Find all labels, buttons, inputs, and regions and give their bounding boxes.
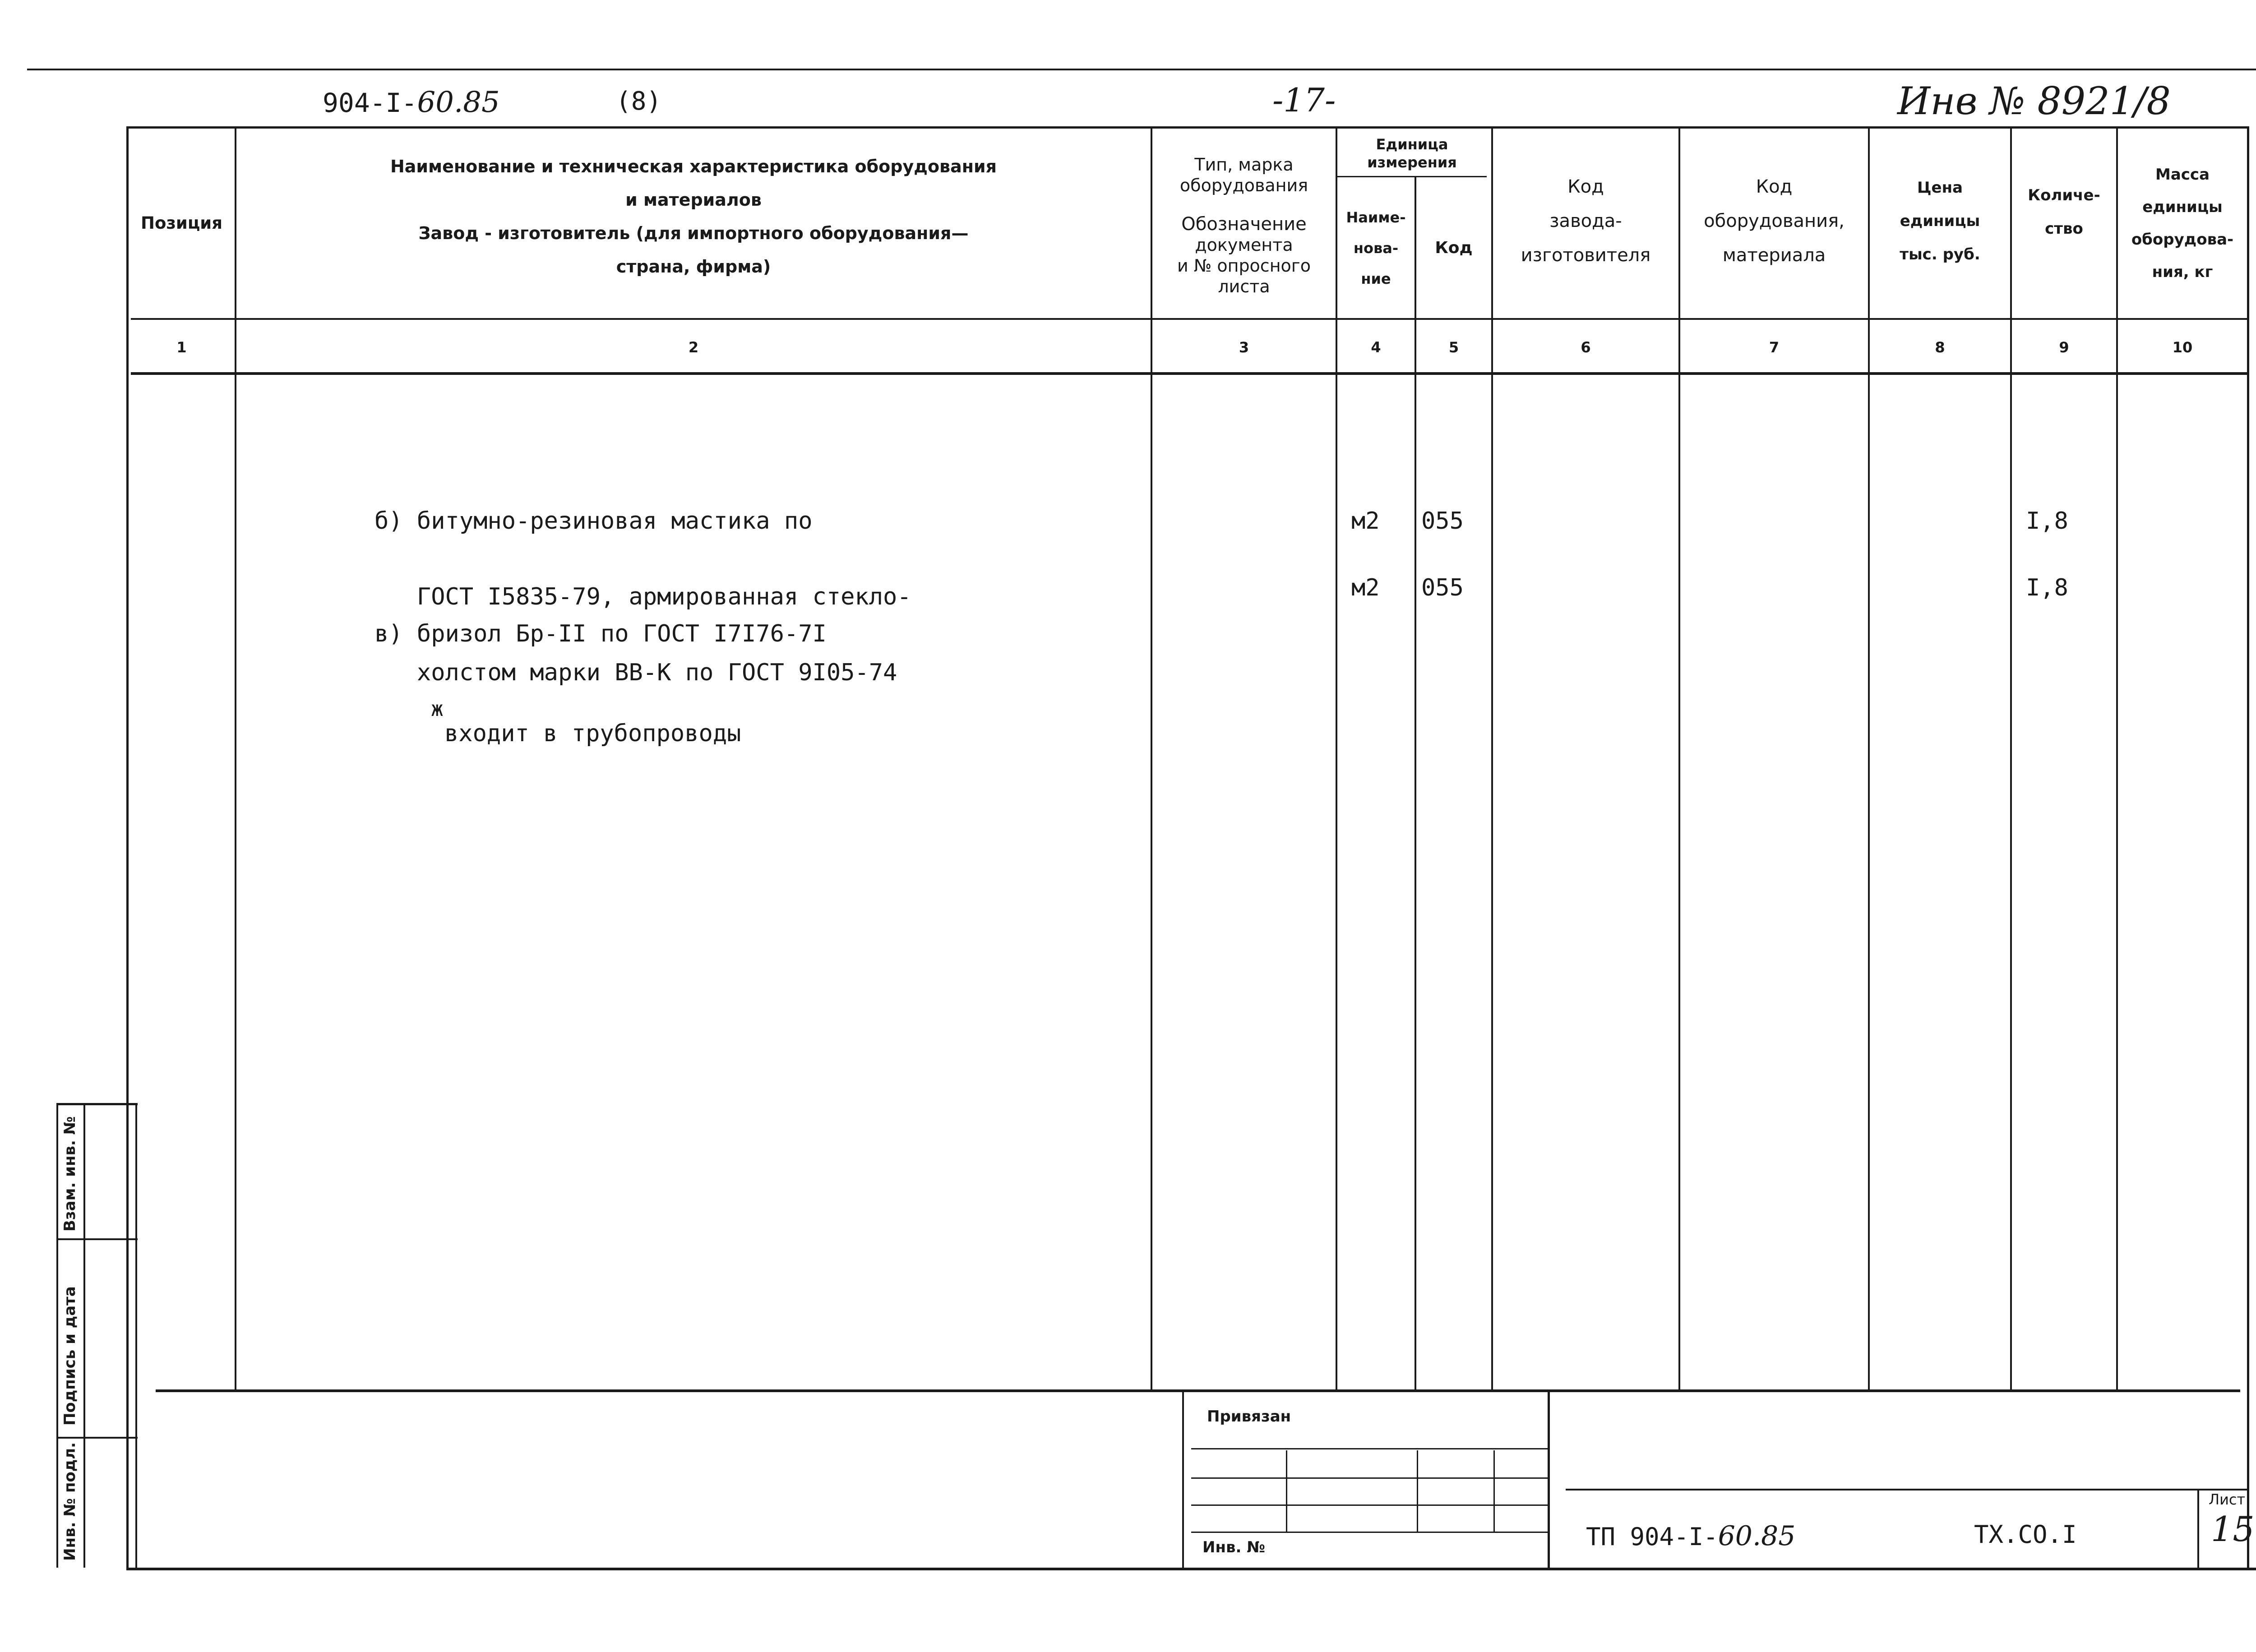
page-number: -17-	[1272, 81, 1336, 119]
frame-right-line	[2247, 126, 2249, 1570]
column-number-5: 5	[1448, 339, 1459, 356]
header-quantity: Количе- ство	[2028, 186, 2100, 238]
title-doc-code	[1586, 1520, 1795, 1552]
inventory-number: Инв № 8921/8	[1897, 79, 2171, 123]
stamp-mid-line	[83, 1103, 85, 1568]
divider-col9	[2116, 126, 2118, 1389]
sheet-label: Лист	[2209, 1491, 2246, 1508]
stamp-signature-date: Подпись и дата	[61, 1286, 79, 1426]
title-block-left-line	[1182, 1392, 1184, 1568]
divider-col6	[1678, 126, 1680, 1389]
header-unit-code: Код	[1435, 239, 1473, 257]
header-price: Цена единицы тыс. руб.	[1900, 179, 1980, 263]
stamp-original-inv: Инв. № подл.	[61, 1442, 79, 1561]
header-mass: Масса единицы оборудова- ния, кг	[2131, 166, 2234, 281]
stamp-divider-1	[56, 1238, 138, 1240]
divider-col3	[1336, 126, 1337, 1389]
header-unit-group: Единица измерения	[1367, 136, 1457, 171]
column-number-7: 7	[1769, 339, 1780, 356]
top-border-line	[27, 69, 2256, 70]
row-unit-name: м2	[1351, 574, 1380, 601]
row-text-line: холстом марки ВВ-К по ГОСТ 9I05-74	[374, 659, 897, 686]
column-number-8: 8	[1935, 339, 1945, 356]
bound-grid-vline-1	[1286, 1450, 1287, 1532]
stamp-left-line	[56, 1103, 58, 1568]
bound-grid-vline-3	[1493, 1450, 1495, 1532]
row-unit-code: 055	[1421, 508, 1464, 535]
stamp-top-line	[56, 1103, 138, 1105]
sheet-number: 15	[2211, 1509, 2255, 1549]
header-unit-name: Наиме- нова- ние	[1346, 209, 1406, 287]
title-doc-prefix: ТП 904-I-	[1586, 1523, 1718, 1551]
column-numbers-line	[131, 372, 2247, 375]
row-text-line: ГОСТ I5835-79, армированная стекло-	[374, 583, 911, 610]
column-number-2: 2	[688, 339, 699, 356]
document-code-handwritten: 60.85	[417, 86, 500, 119]
frame-top-line	[126, 126, 2247, 129]
column-number-1: 1	[176, 339, 187, 356]
inv-label: Инв. №	[1202, 1538, 1266, 1556]
sheet-code: ТХ.СО.I	[1974, 1520, 2077, 1549]
unit-group-line	[1336, 176, 1487, 177]
row-text-line: в) бризол Бр-II по ГОСТ I7I76-7I	[374, 620, 827, 647]
divider-col2	[1151, 126, 1152, 1389]
bound-label: Привязан	[1207, 1407, 1291, 1426]
column-number-9: 9	[2059, 339, 2069, 356]
document-code	[323, 86, 500, 119]
title-sheet-line	[1566, 1489, 2249, 1490]
row-unit-name: м2	[1351, 508, 1380, 535]
stamp-divider-2	[56, 1437, 138, 1439]
divider-col1	[235, 126, 236, 1389]
column-number-4: 4	[1371, 339, 1381, 356]
bound-grid-vline-2	[1417, 1450, 1418, 1532]
title-block-top-line	[156, 1389, 2240, 1392]
divider-col7	[1868, 126, 1870, 1389]
frame-bottom-line	[126, 1568, 2256, 1570]
divider-col5	[1491, 126, 1493, 1389]
document-code-prefix: 904-I-	[323, 88, 417, 118]
title-doc-handwritten: 60.85	[1718, 1520, 1796, 1552]
row-quantity: I,8	[2026, 508, 2068, 535]
footnote-text: входит в трубопроводы	[444, 720, 741, 747]
row-quantity: I,8	[2026, 574, 2068, 601]
column-number-6: 6	[1581, 339, 1591, 356]
column-number-3: 3	[1239, 339, 1249, 356]
header-position: Позиция	[141, 213, 222, 233]
header-separator-line	[131, 318, 2247, 320]
row-unit-code: 055	[1421, 574, 1464, 601]
title-block-mid-line	[1548, 1392, 1550, 1568]
header-type: Тип, марка оборудования Обозначение документа и № опросного листа	[1177, 155, 1311, 296]
bound-grid-line-1	[1191, 1448, 1548, 1449]
bound-grid-line-4	[1191, 1532, 1548, 1533]
footnote-mark: ж	[431, 697, 444, 721]
row-text-line: б) битумно-резиновая мастика по	[374, 508, 813, 535]
stamp-right-line	[135, 1103, 137, 1568]
header-name: Наименование и техническая характеристика оборудования и материалов Завод - изготовитель (для импортного оборудования— страна, фирма)	[390, 157, 997, 277]
header-equipment-code: Код оборудования, материала	[1704, 176, 1845, 266]
document-part: (8)	[616, 87, 662, 116]
stamp-replace-inv: Взам. инв. №	[61, 1116, 79, 1232]
divider-col8	[2010, 126, 2012, 1389]
sheet-box-line	[2197, 1489, 2199, 1568]
table-row	[374, 571, 827, 672]
header-plant-code: Код завода- изготовителя	[1521, 176, 1651, 266]
column-number-10: 10	[2172, 339, 2193, 356]
